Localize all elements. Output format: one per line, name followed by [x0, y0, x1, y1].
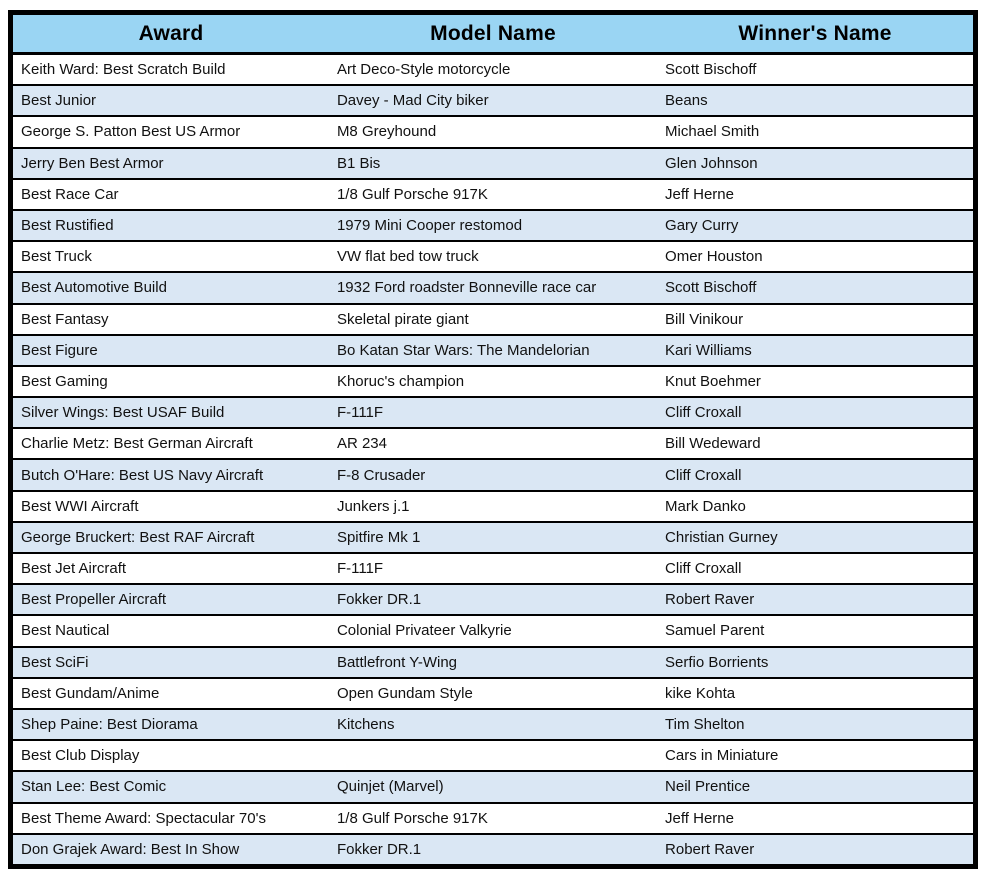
model-cell: Colonial Privateer Valkyrie	[329, 615, 657, 646]
table-row	[11, 428, 976, 459]
winner-cell: Scott Bischoff	[657, 272, 975, 303]
model-cell: Bo Katan Star Wars: The Mandelorian	[329, 335, 657, 366]
winner-cell: Scott Bischoff	[657, 54, 975, 86]
award-cell: Stan Lee: Best Comic	[11, 771, 329, 802]
model-cell: 1/8 Gulf Porsche 917K	[329, 179, 657, 210]
table-row	[11, 54, 976, 86]
award-cell: Best Gaming	[11, 366, 329, 397]
model-cell: F-111F	[329, 553, 657, 584]
table-row	[11, 803, 976, 834]
award-cell: Best Truck	[11, 241, 329, 272]
table-row	[11, 304, 976, 335]
model-cell: M8 Greyhound	[329, 116, 657, 147]
award-cell: Jerry Ben Best Armor	[11, 148, 329, 179]
award-cell: Best SciFi	[11, 647, 329, 678]
winner-cell: Samuel Parent	[657, 615, 975, 646]
table-row	[11, 553, 976, 584]
model-cell: Open Gundam Style	[329, 678, 657, 709]
model-cell: VW flat bed tow truck	[329, 241, 657, 272]
award-cell: Best Jet Aircraft	[11, 553, 329, 584]
winner-cell: Knut Boehmer	[657, 366, 975, 397]
winner-cell: Serfio Borrients	[657, 647, 975, 678]
header-award: Award	[11, 13, 329, 54]
model-cell: Art Deco-Style motorcycle	[329, 54, 657, 86]
award-cell: Shep Paine: Best Diorama	[11, 709, 329, 740]
model-cell: 1/8 Gulf Porsche 917K	[329, 803, 657, 834]
winner-cell: Neil Prentice	[657, 771, 975, 802]
model-cell: Spitfire Mk 1	[329, 522, 657, 553]
model-cell: Fokker DR.1	[329, 584, 657, 615]
award-cell: Silver Wings: Best USAF Build	[11, 397, 329, 428]
winner-cell: Glen Johnson	[657, 148, 975, 179]
winner-cell: Tim Shelton	[657, 709, 975, 740]
model-cell: Quinjet (Marvel)	[329, 771, 657, 802]
winner-cell: Robert Raver	[657, 834, 975, 867]
table-row	[11, 335, 976, 366]
award-cell: Best Fantasy	[11, 304, 329, 335]
model-cell: Junkers j.1	[329, 491, 657, 522]
winner-cell: Beans	[657, 85, 975, 116]
header-model: Model Name	[329, 13, 657, 54]
winner-cell: Robert Raver	[657, 584, 975, 615]
winner-cell: Bill Wedeward	[657, 428, 975, 459]
model-cell: 1979 Mini Cooper restomod	[329, 210, 657, 241]
award-cell: Charlie Metz: Best German Aircraft	[11, 428, 329, 459]
table-row	[11, 491, 976, 522]
model-cell: Skeletal pirate giant	[329, 304, 657, 335]
table-row	[11, 615, 976, 646]
table-header	[11, 13, 976, 54]
award-cell: Best Rustified	[11, 210, 329, 241]
table-row	[11, 647, 976, 678]
winner-cell: Christian Gurney	[657, 522, 975, 553]
award-cell: Don Grajek Award: Best In Show	[11, 834, 329, 867]
winner-cell: Gary Curry	[657, 210, 975, 241]
winner-cell: Cliff Croxall	[657, 397, 975, 428]
award-cell: George S. Patton Best US Armor	[11, 116, 329, 147]
winner-cell: Omer Houston	[657, 241, 975, 272]
award-cell: Best Theme Award: Spectacular 70's	[11, 803, 329, 834]
model-cell: Battlefront Y-Wing	[329, 647, 657, 678]
table-row	[11, 148, 976, 179]
model-cell: Fokker DR.1	[329, 834, 657, 867]
table-row	[11, 272, 976, 303]
table-row	[11, 85, 976, 116]
winner-cell: Jeff Herne	[657, 803, 975, 834]
table-row	[11, 179, 976, 210]
model-cell: F-8 Crusader	[329, 459, 657, 490]
table-row	[11, 210, 976, 241]
winner-cell: Cliff Croxall	[657, 553, 975, 584]
table-row	[11, 584, 976, 615]
award-cell: Best Automotive Build	[11, 272, 329, 303]
winner-cell: Cars in Miniature	[657, 740, 975, 771]
winner-cell: kike Kohta	[657, 678, 975, 709]
award-cell: George Bruckert: Best RAF Aircraft	[11, 522, 329, 553]
table-row	[11, 709, 976, 740]
model-cell: F-111F	[329, 397, 657, 428]
winner-cell: Kari Williams	[657, 335, 975, 366]
model-cell: Kitchens	[329, 709, 657, 740]
winner-cell: Michael Smith	[657, 116, 975, 147]
model-cell: Davey - Mad City biker	[329, 85, 657, 116]
table-row	[11, 678, 976, 709]
table-row	[11, 771, 976, 802]
table-row	[11, 834, 976, 867]
model-cell: AR 234	[329, 428, 657, 459]
model-cell	[329, 740, 657, 771]
award-cell: Best Nautical	[11, 615, 329, 646]
winner-cell: Mark Danko	[657, 491, 975, 522]
table-row	[11, 740, 976, 771]
award-cell: Keith Ward: Best Scratch Build	[11, 54, 329, 86]
award-cell: Best Gundam/Anime	[11, 678, 329, 709]
award-cell: Best Club Display	[11, 740, 329, 771]
award-cell: Best Propeller Aircraft	[11, 584, 329, 615]
award-cell: Best Figure	[11, 335, 329, 366]
winner-cell: Cliff Croxall	[657, 459, 975, 490]
table-row	[11, 459, 976, 490]
award-cell: Best Junior	[11, 85, 329, 116]
table-body	[11, 54, 976, 867]
table-row	[11, 397, 976, 428]
header-winner: Winner's Name	[657, 13, 975, 54]
award-cell: Butch O'Hare: Best US Navy Aircraft	[11, 459, 329, 490]
model-cell: 1932 Ford roadster Bonneville race car	[329, 272, 657, 303]
model-cell: Khoruc's champion	[329, 366, 657, 397]
winner-cell: Bill Vinikour	[657, 304, 975, 335]
awards-table	[8, 10, 978, 869]
award-cell: Best WWI Aircraft	[11, 491, 329, 522]
award-cell: Best Race Car	[11, 179, 329, 210]
table-row	[11, 241, 976, 272]
table-row	[11, 366, 976, 397]
model-cell: B1 Bis	[329, 148, 657, 179]
table-row	[11, 522, 976, 553]
table-row	[11, 116, 976, 147]
header-row	[11, 13, 976, 54]
winner-cell: Jeff Herne	[657, 179, 975, 210]
